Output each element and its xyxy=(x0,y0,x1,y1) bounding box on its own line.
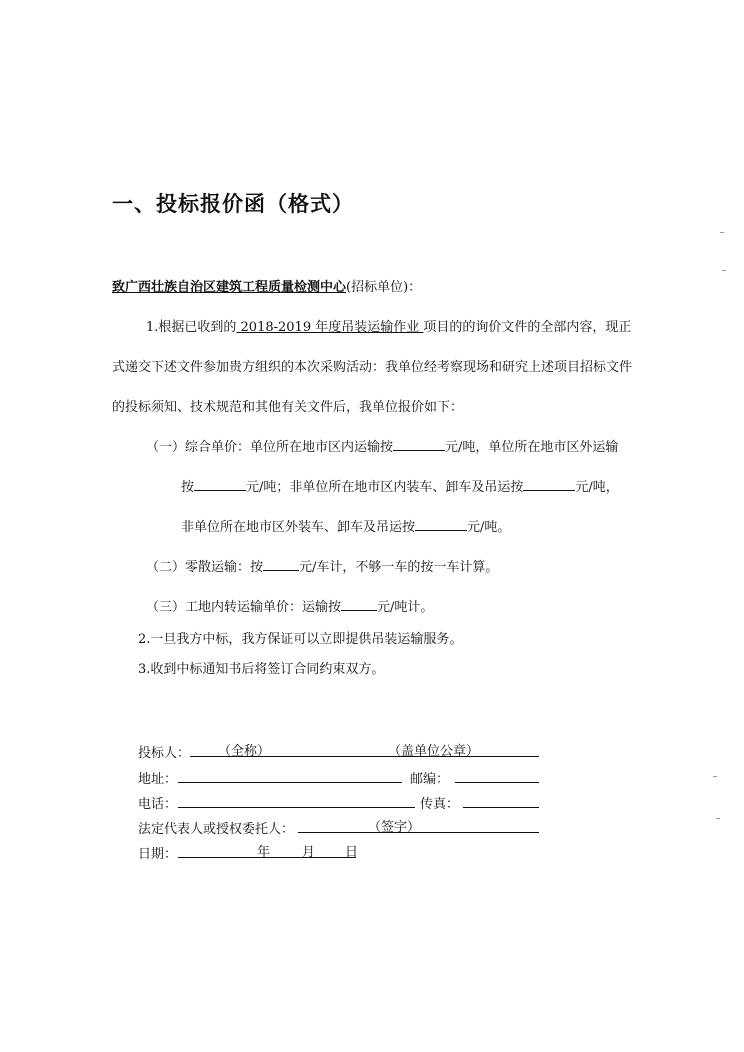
paragraph1-line1 xyxy=(146,316,631,335)
item3-text-a: （三）工地内转运输单价：运输按 xyxy=(146,600,342,615)
bidder-line xyxy=(190,755,539,757)
item1-line1 xyxy=(146,436,618,455)
item1-text-e: 元/吨， xyxy=(575,480,619,495)
rep-line xyxy=(298,831,539,833)
paragraph1-prefix: 1.根据已收到的 xyxy=(146,320,237,335)
item1-text-d: 元/吨；非单位所在地市区内装车、卸车及吊运按 xyxy=(246,480,524,495)
blank-field xyxy=(194,476,246,491)
fax-line xyxy=(463,806,539,808)
postcode-label: 邮编： xyxy=(410,772,450,787)
blank-field xyxy=(341,596,377,611)
item3-line xyxy=(146,596,433,615)
rep-label: 法定代表人或授权委托人： xyxy=(138,822,295,837)
item1-text-f: 非单位所在地市区外装车、卸车及吊运按 xyxy=(181,520,416,535)
scan-speck xyxy=(713,776,717,777)
blank-field xyxy=(263,556,299,571)
phone-label: 电话： xyxy=(138,797,178,812)
item1-text-a: （一）综合单价：单位所在地市区内运输按 xyxy=(146,440,394,455)
postcode-line xyxy=(455,781,539,783)
date-line xyxy=(178,856,356,858)
item2-text-a: （二）零散运输：按 xyxy=(146,560,264,575)
date-month: 月 xyxy=(302,845,316,860)
item3-text-b: 元/吨计。 xyxy=(377,600,434,615)
scan-speck xyxy=(722,270,726,271)
scan-speck xyxy=(720,232,724,233)
paragraph1-rest: 项目的的询价文件的全部内容，现正 xyxy=(423,320,632,335)
item1-text-g: 元/吨。 xyxy=(467,520,511,535)
sign-hint: （签字） xyxy=(368,820,421,835)
address-label: 地址： xyxy=(138,772,178,787)
fax-label: 传真： xyxy=(420,797,460,812)
recipient-name: 致广西壮族自治区建筑工程质量检测中心 xyxy=(112,280,347,295)
scan-speck xyxy=(716,818,720,819)
blank-field xyxy=(415,516,467,531)
project-name: 2018-2019 年度吊装运输作业 xyxy=(236,320,424,335)
item1-line3 xyxy=(181,516,510,535)
address-line xyxy=(178,781,402,783)
item1-text-b: 元/吨，单位所在地市区外运输 xyxy=(445,440,619,455)
seal-hint: （盖单位公章） xyxy=(388,744,480,759)
item2-line xyxy=(146,556,498,575)
date-year: 年 xyxy=(257,845,271,860)
recipient-line xyxy=(112,276,421,295)
blank-field xyxy=(393,436,445,451)
phone-line xyxy=(178,806,415,808)
paragraph1-line2: 式递交下述文件参加贵方组织的本次采购活动：我单位经考察现场和研究上述项目招标文件 xyxy=(112,360,633,375)
date-day: 日 xyxy=(345,845,359,860)
blank-field xyxy=(523,476,575,491)
page-title: 一、投标报价函（格式） xyxy=(112,192,354,216)
item1-text-c: 按 xyxy=(181,480,195,495)
bidder-label: 投标人： xyxy=(138,746,191,761)
item1-line2 xyxy=(181,476,619,495)
recipient-suffix: (招标单位)： xyxy=(346,280,422,295)
item2-text-b: 元/车计，不够一车的按一车计算。 xyxy=(299,560,499,575)
point3: 3.收到中标通知书后将签订合同约束双方。 xyxy=(138,662,385,677)
paragraph1-line3: 的投标须知、技术规范和其他有关文件后，我单位报价如下： xyxy=(112,400,464,415)
point2: 2.一旦我方中标，我方保证可以立即提供吊装运输服务。 xyxy=(138,632,463,647)
date-label: 日期： xyxy=(138,847,178,862)
fullname-hint: （全称） xyxy=(218,744,271,759)
